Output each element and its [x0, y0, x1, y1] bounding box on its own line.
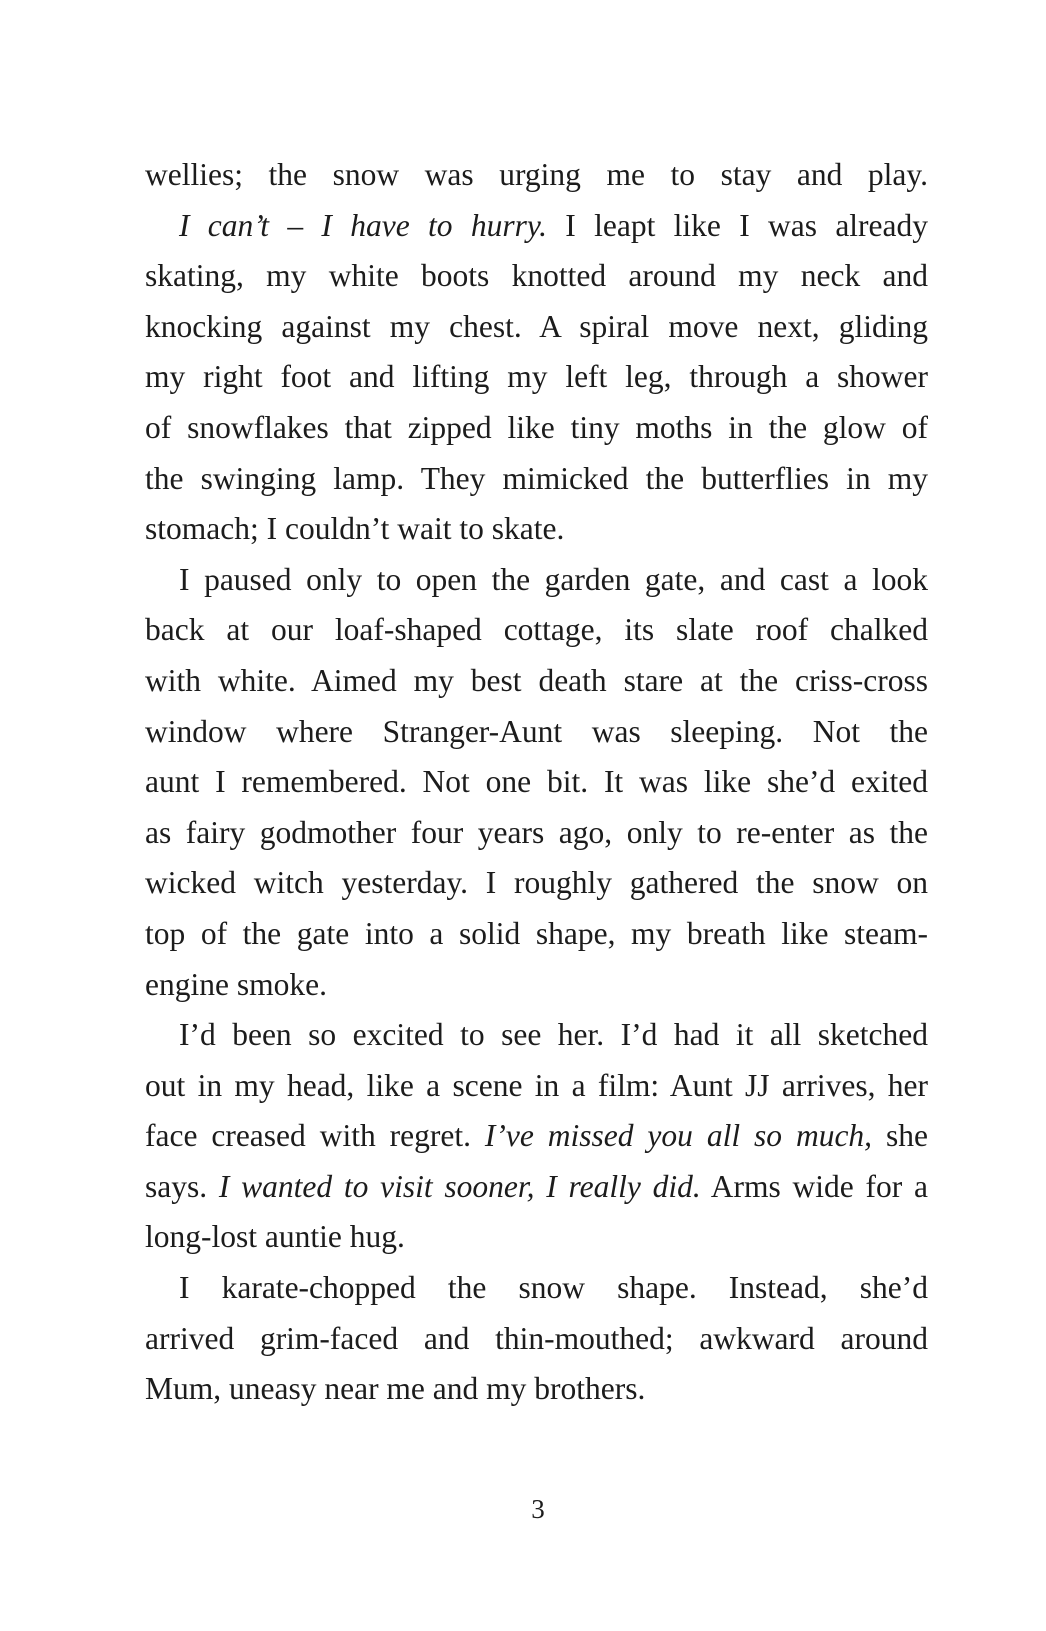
text-run: of snowflakes that zipped like tiny moths in the glow of: [145, 409, 928, 445]
text-line: [145, 302, 928, 353]
text-run: the swinging lamp. They mimicked the butterflies in my: [145, 460, 928, 496]
page-number: 3: [531, 1494, 545, 1524]
text-line: [145, 555, 928, 606]
text-run: as fairy godmother four years ago, only to re-enter as the: [145, 814, 928, 850]
text-run: face creased with regret.: [145, 1118, 485, 1154]
text-run: Arms wide for a: [700, 1168, 928, 1204]
italic-text: I’ve missed you all so much,: [484, 1118, 873, 1154]
text-run: says.: [145, 1168, 219, 1204]
text-line: [145, 454, 928, 505]
text-run: she: [872, 1118, 928, 1154]
text-run: Mum, uneasy near me and my brothers.: [145, 1371, 646, 1407]
text-line: [145, 960, 928, 1011]
text-run: out in my head, like a scene in a film: Aunt JJ arrives, her: [145, 1067, 928, 1103]
text-run: I paused only to open the garden gate, and cast a look: [179, 561, 928, 597]
text-run: arrived grim-faced and thin-mouthed; awkward around: [145, 1320, 928, 1356]
text-line: [145, 403, 928, 454]
text-line: [145, 757, 928, 808]
text-run: wellies; the snow was urging me to stay and play.: [145, 157, 928, 192]
body-text: [145, 150, 928, 1415]
text-run: knocking against my chest. A spiral move next, gliding: [145, 308, 928, 344]
text-line: [145, 1061, 928, 1112]
text-line: [145, 150, 928, 201]
text-line: [145, 504, 928, 555]
text-line: [145, 1263, 928, 1314]
text-line: [145, 605, 928, 656]
text-line: [145, 1212, 928, 1263]
text-line: [145, 656, 928, 707]
text-line: [145, 1010, 928, 1061]
text-run: my right foot and lifting my left leg, through a shower: [145, 359, 928, 395]
text-run: stomach; I couldn’t wait to skate.: [145, 511, 565, 547]
text-run: aunt I remembered. Not one bit. It was like she’d exited: [145, 764, 928, 800]
text-line: [145, 808, 928, 859]
text-line: [145, 1314, 928, 1365]
italic-text: I wanted to visit sooner, I really did.: [218, 1168, 701, 1204]
text-run: with white. Aimed my best death stare at the criss-cross: [145, 662, 928, 698]
text-run: I karate-chopped the snow shape. Instead, she’d: [179, 1270, 928, 1306]
text-run: back at our loaf-shaped cottage, its slate roof chalked: [145, 612, 928, 648]
text-line: [145, 1364, 928, 1415]
text-run: long-lost auntie hug.: [145, 1219, 405, 1255]
text-line: [145, 251, 928, 302]
text-line: [145, 201, 928, 252]
text-line: [145, 707, 928, 758]
text-run: engine smoke.: [145, 966, 327, 1002]
text-run: top of the gate into a solid shape, my breath like steam-: [145, 915, 928, 951]
italic-text: I can’t – I have to hurry.: [179, 207, 547, 243]
text-run: I’d been so excited to see her. I’d had it all sketched: [179, 1017, 928, 1053]
text-run: wicked witch yesterday. I roughly gathered the snow on: [145, 865, 928, 901]
text-line: [145, 909, 928, 960]
text-line: [145, 858, 928, 909]
text-line: [145, 352, 928, 403]
text-run: skating, my white boots knotted around my neck and: [145, 258, 928, 294]
text-line: [145, 1111, 928, 1162]
text-run: window where Stranger-Aunt was sleeping. Not the: [145, 713, 928, 749]
text-run: I leapt like I was already: [546, 207, 929, 243]
text-line: [145, 1162, 928, 1213]
